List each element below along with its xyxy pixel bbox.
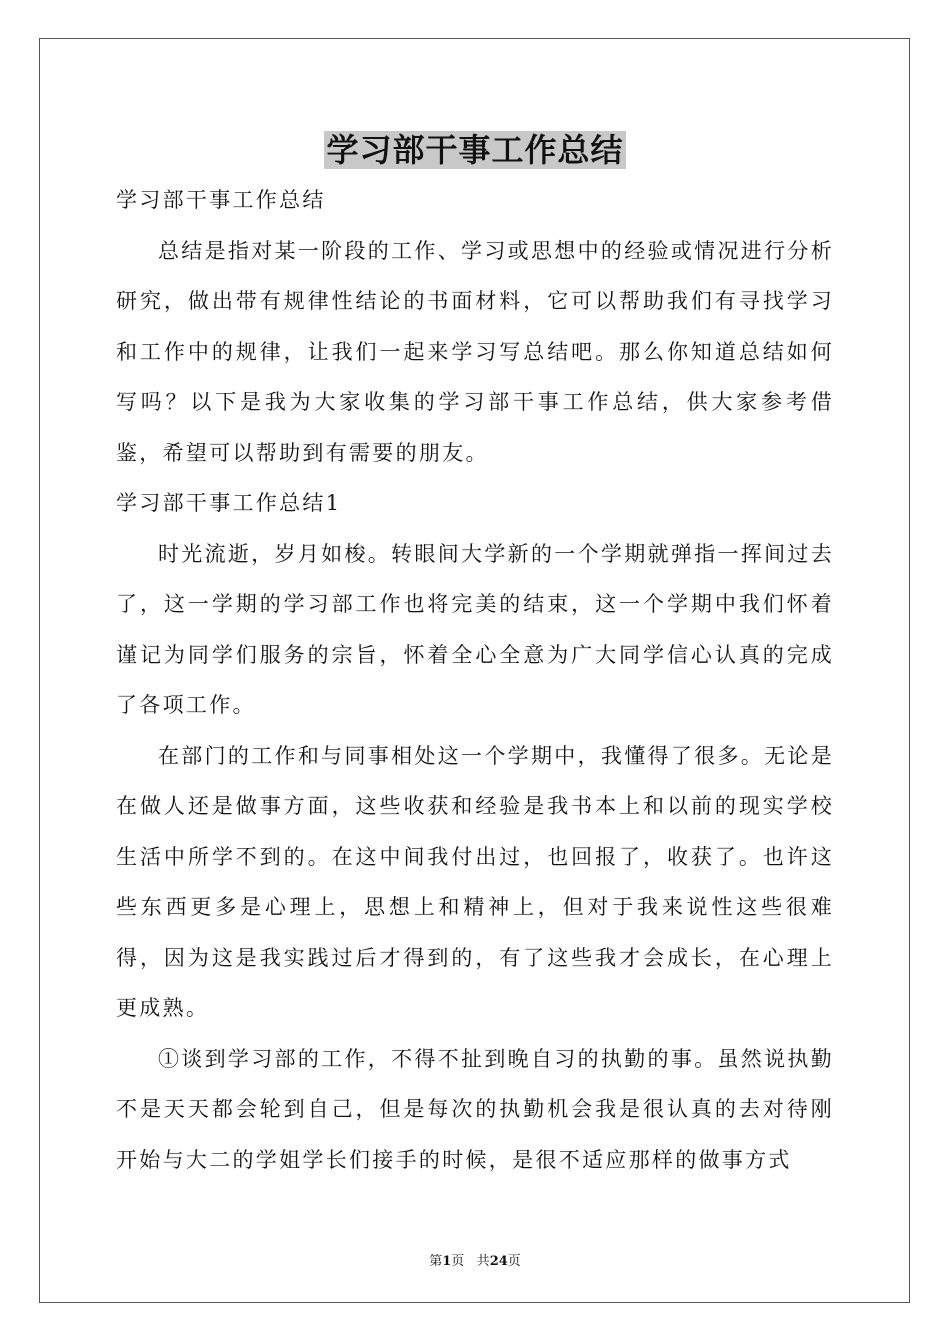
page-prefix: 第 xyxy=(429,1254,443,1269)
section-heading: 学习部干事工作总结1 xyxy=(116,491,342,515)
page-number: 1 xyxy=(442,1254,452,1269)
page-footer xyxy=(0,1250,950,1269)
document-title: 学习部干事工作总结 xyxy=(326,131,624,169)
document-title-wrap xyxy=(0,128,950,172)
intro-paragraph: 总结是指对某一阶段的工作、学习或思想中的经验或情况进行分析研究，做出带有规律性结论的书面材料，它可以帮助我们有寻找学习和工作中的规律，让我们一起来学习写总结吧。那么你知道总结如何写吗？以下是我为大家收集的学习部干事工作总结，供大家参考借鉴，希望可以帮助到有需要的朋友。 xyxy=(116,238,834,465)
body-paragraph-3: ①谈到学习部的工作，不得不扯到晚自习的执勤的事。虽然说执勤不是天天都会轮到自己，但是每次的执勤机会我是很认真的去对待刚开始与大二的学姐学长们接手的时候，是很不适应那样的做事方式 xyxy=(116,1046,834,1172)
body-paragraph-2: 在部门的工作和与同事相处这一个学期中，我懂得了很多。无论是在做人还是做事方面，这些收获和经验是我书本上和以前的现实学校生活中所学不到的。在这中间我付出过，也回报了，收获了。也许这些东西更多是心理上，思想上和精神上，但对于我来说性这些很难得，因为这是我实践过后才得到的，有了这些我才会成长，在心理上更成熟。 xyxy=(116,743,834,1020)
total-suffix: 页 xyxy=(507,1254,521,1269)
page-total: 24 xyxy=(489,1254,508,1269)
document-body xyxy=(116,175,834,1185)
total-prefix: 共 xyxy=(476,1254,490,1269)
document-subtitle: 学习部干事工作总结 xyxy=(116,188,326,212)
page-suffix: 页 xyxy=(451,1254,465,1269)
body-paragraph-1: 时光流逝，岁月如梭。转眼间大学新的一个学期就弹指一挥间过去了，这一学期的学习部工作也将完美的结束，这一个学期中我们怀着谨记为同学们服务的宗旨，怀着全心全意为广大同学信心认真的完成了各项工作。 xyxy=(116,541,834,717)
